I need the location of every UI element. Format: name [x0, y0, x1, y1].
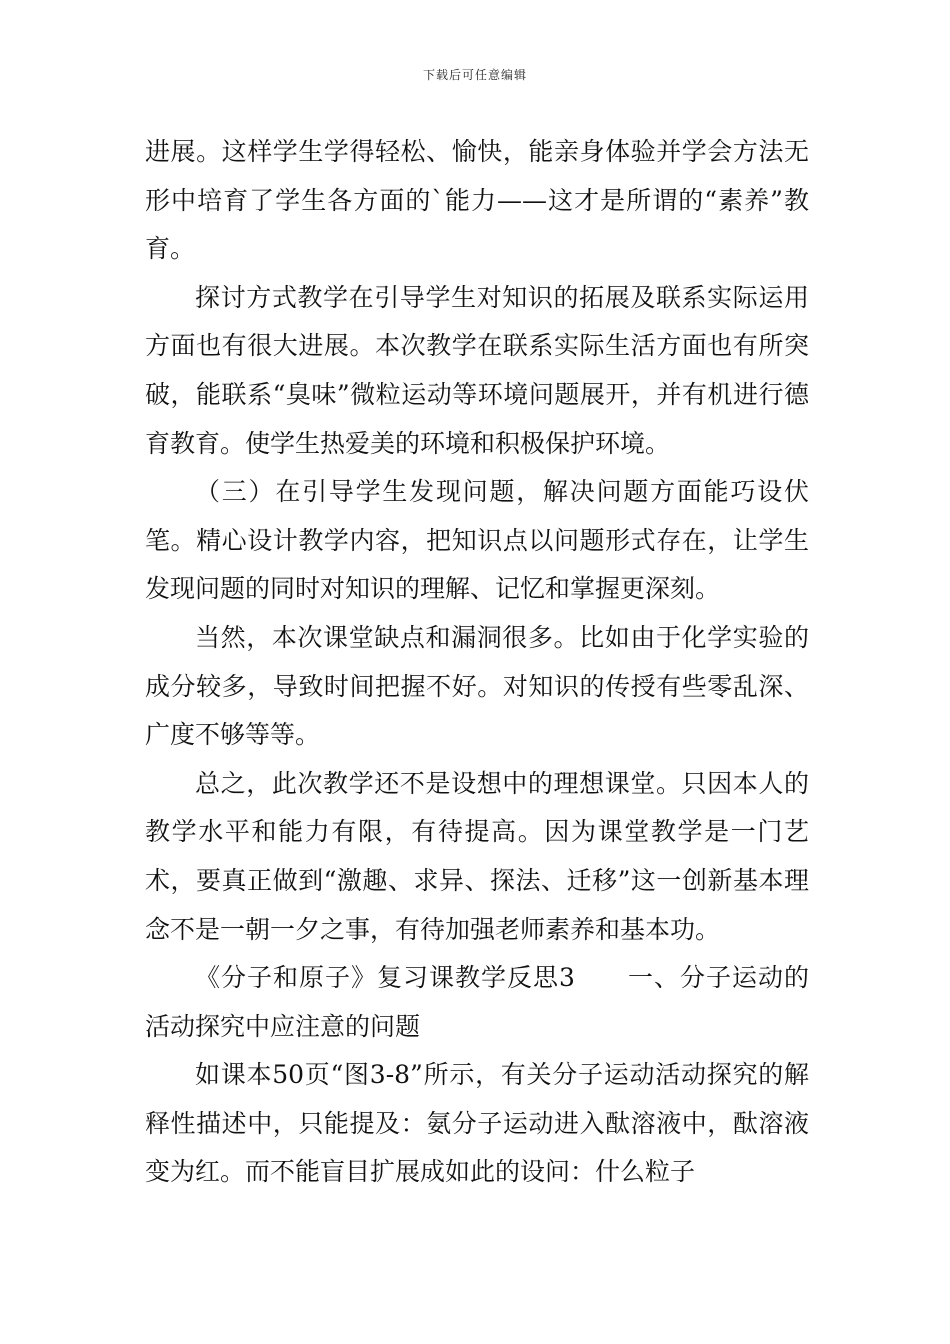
- paragraph-3: （三）在引导学生发现问题，解决问题方面能巧设伏笔。精心设计教学内容，把知识点以问题形式存在，让学生发现问题的同时对知识的理解、记忆和掌握更深刻。: [145, 477, 809, 604]
- paragraph-1: 进展。这样学生学得轻松、愉快，能亲身体验并学会方法无形中培育了学生各方面的`能力——这才是所谓的“素养”教育。: [145, 137, 809, 264]
- paragraph-7: 如课本50页“图3-8”所示，有关分子运动活动探究的解释性描述中，只能提及：氨分子运动进入酞溶液中，酞溶液变为红。而不能盲目扩展成如此的设问：什么粒子: [145, 1060, 809, 1187]
- paragraph-5: 总之，此次教学还不是设想中的理想课堂。只因本人的教学水平和能力有限，有待提高。因为课堂教学是一门艺术，要真正做到“激趣、求异、探法、迁移”这一创新基本理念不是一朝一夕之事，有待加强老师素养和基本功。: [145, 768, 809, 944]
- paragraph-6-heading: 《分子和原子》复习课教学反思3 一、分子运动的活动探究中应注意的问题: [145, 963, 809, 1041]
- document-body: [145, 128, 809, 1197]
- page-header: 下载后可任意编辑: [422, 68, 527, 82]
- paragraph-4: 当然，本次课堂缺点和漏洞很多。比如由于化学实验的成分较多，导致时间把握不好。对知识的传授有些零乱深、广度不够等等。: [145, 622, 809, 750]
- paragraph-2: 探讨方式教学在引导学生对知识的拓展及联系实际运用方面也有很大进展。本次教学在联系实际生活方面也有所突破，能联系“臭味”微粒运动等环境问题展开，并有机进行德育教育。使学生热爱美的环境和积极保护环境。: [145, 282, 809, 458]
